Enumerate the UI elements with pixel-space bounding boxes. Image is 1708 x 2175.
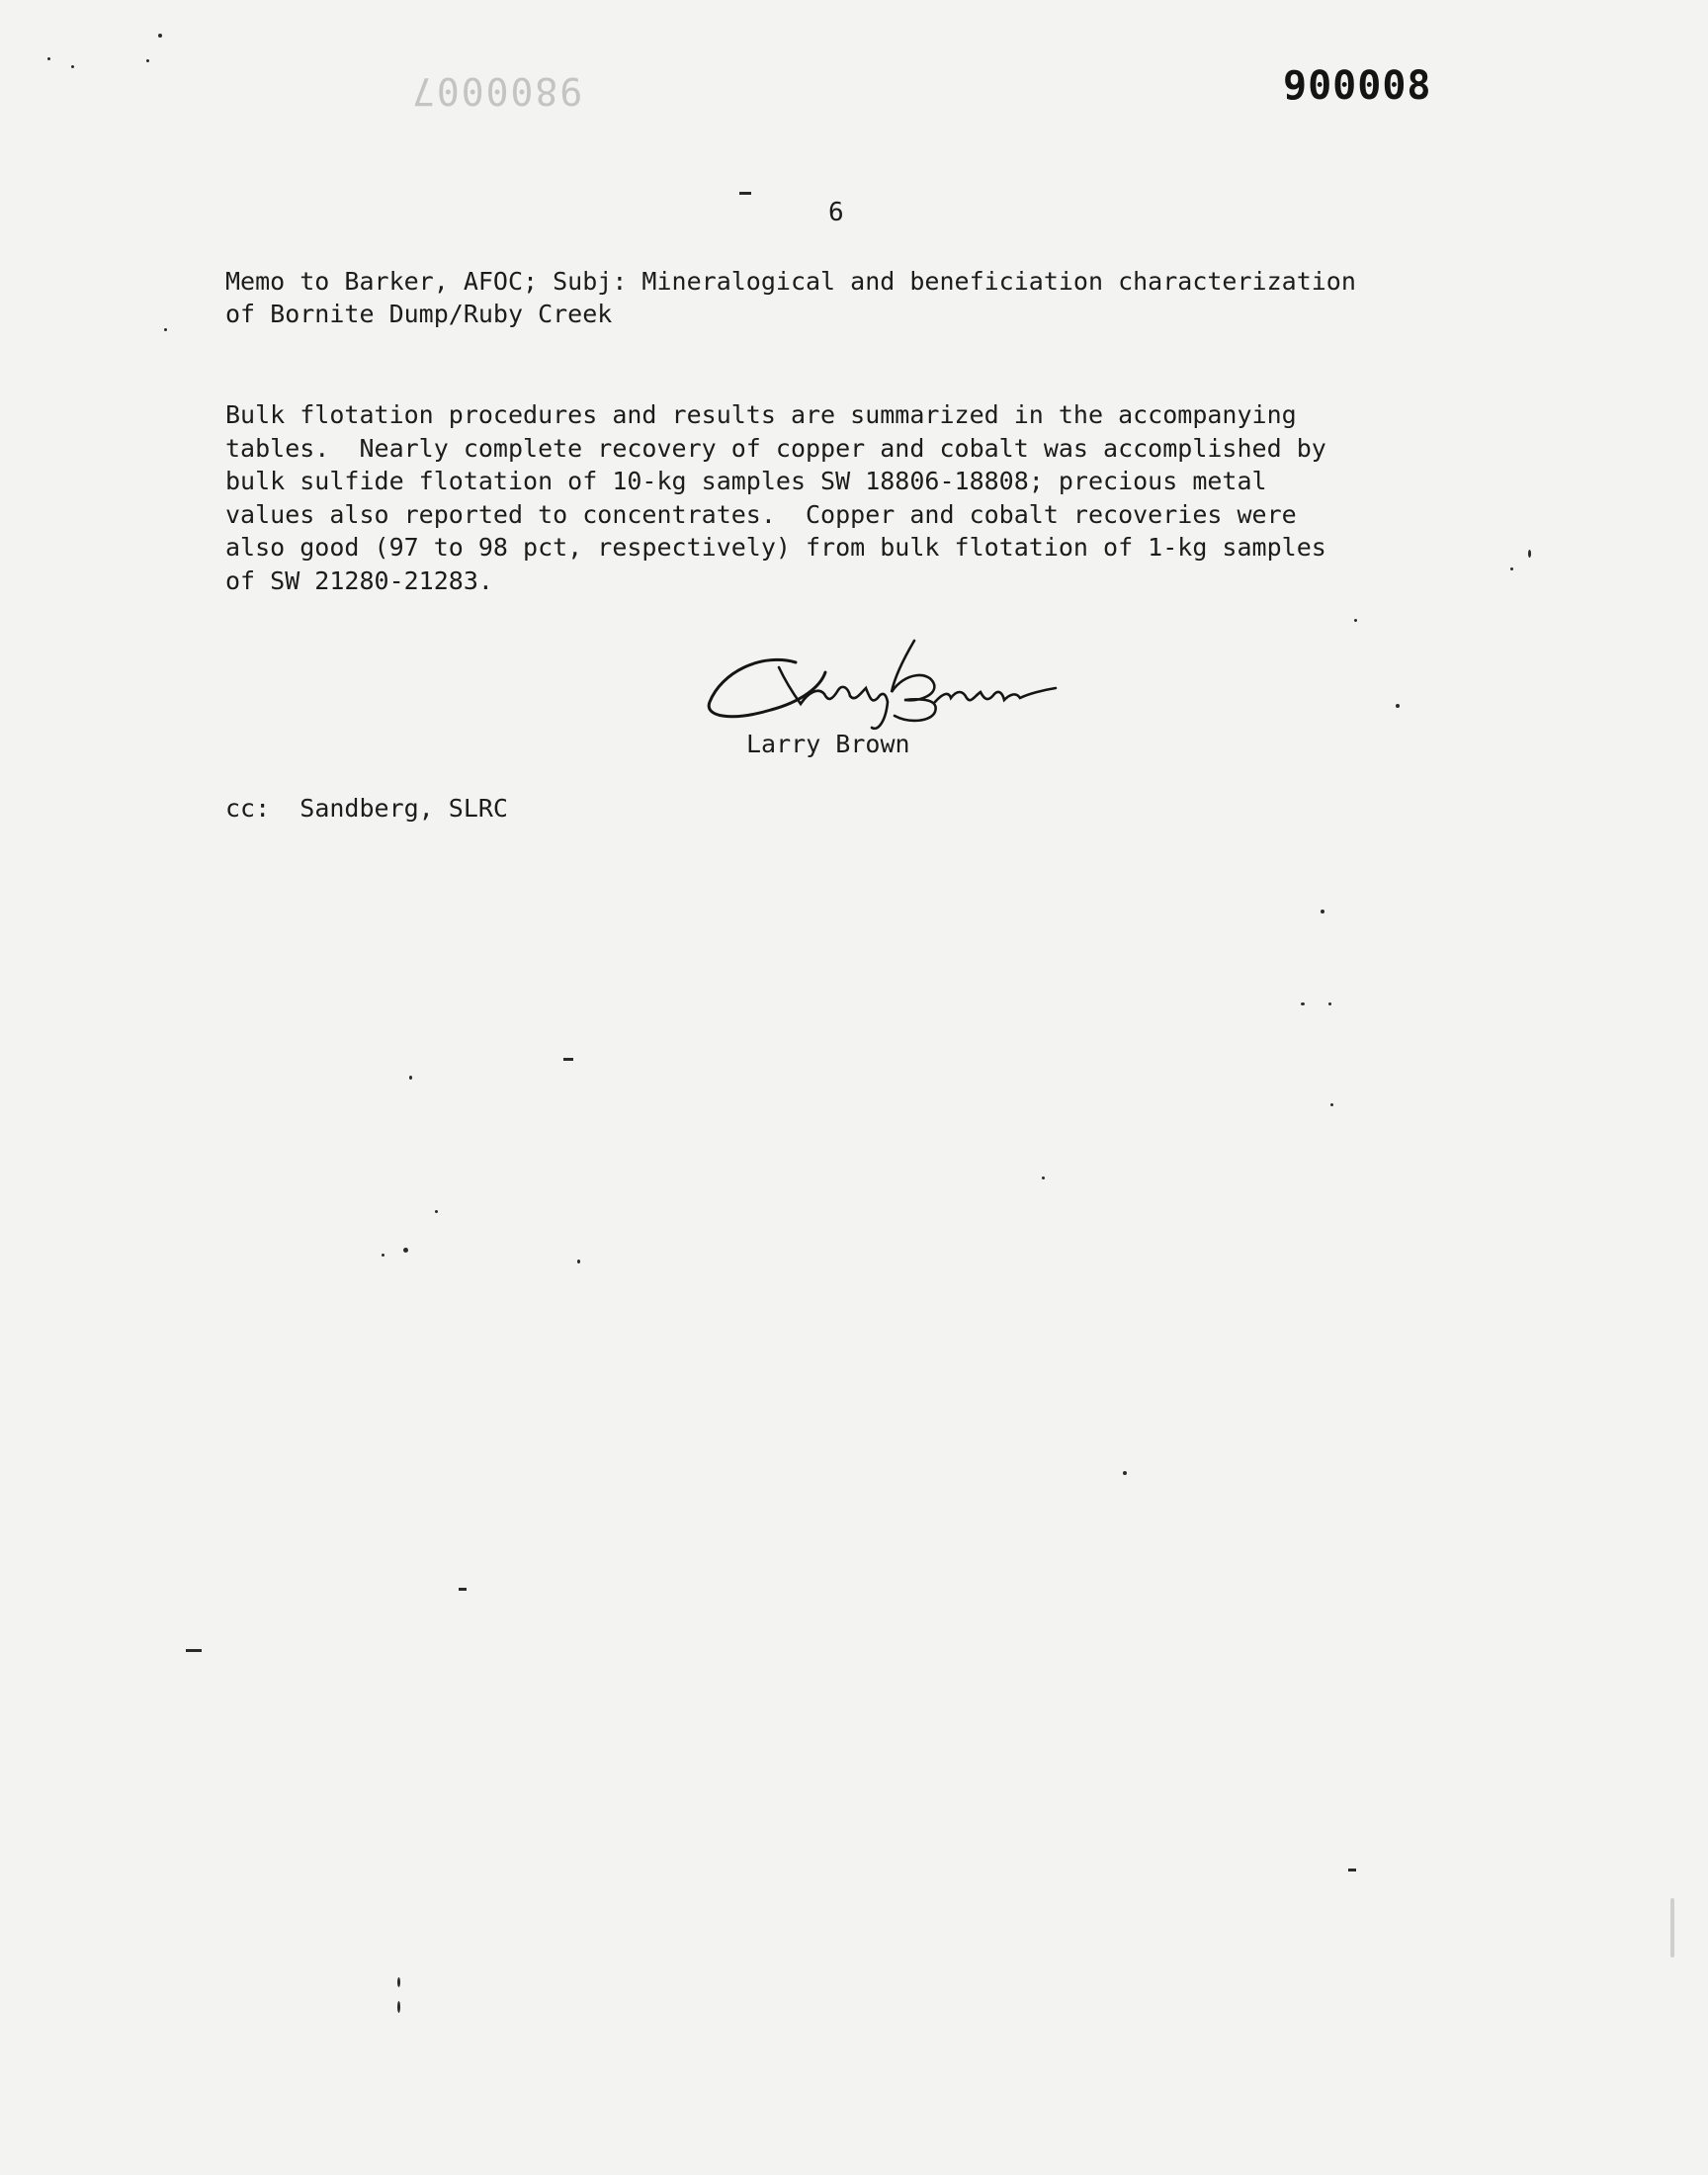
cc-label: cc: (225, 794, 271, 823)
memo-body (225, 398, 1510, 597)
scan-speck (1396, 704, 1400, 708)
scan-speck (1328, 1002, 1331, 1005)
scan-mark (459, 1588, 467, 1591)
handwritten-signature (702, 633, 1068, 741)
scan-speck (158, 34, 162, 38)
scan-speck (164, 328, 167, 331)
scan-speck (1528, 550, 1531, 558)
body-line: also good (97 to 98 pct, respectively) from bulk flotation of 1-kg samples (225, 533, 1326, 562)
scan-mark (563, 1058, 573, 1061)
signer-name: Larry Brown (746, 730, 910, 758)
scan-speck (409, 1076, 412, 1080)
scan-speck (71, 65, 74, 68)
subject-line: of Bornite Dump/Ruby Creek (225, 300, 613, 328)
scan-mark (186, 1649, 202, 1652)
cc-recipient: Sandberg, SLRC (299, 794, 508, 823)
scan-speck (1670, 1898, 1674, 1958)
scan-speck (382, 1254, 384, 1257)
scan-speck (47, 57, 50, 60)
scan-speck (403, 1248, 408, 1253)
scan-speck (1042, 1176, 1045, 1179)
scan-speck (1510, 567, 1513, 570)
scan-speck (397, 2001, 400, 2013)
scan-speck (1321, 910, 1324, 914)
body-line: of SW 21280-21283. (225, 566, 493, 595)
body-line: tables. Nearly complete recovery of copper and cobalt was accomplished by (225, 433, 1326, 463)
body-line: Bulk flotation procedures and results are summarized in the accompanying (225, 400, 1297, 429)
body-line: values also reported to concentrates. Copper and cobalt recoveries were (225, 499, 1297, 529)
memo-subject (225, 265, 1510, 330)
scan-speck (397, 1977, 400, 1987)
page-number: 6 (828, 198, 844, 227)
scan-speck (577, 1260, 580, 1263)
scan-speck (1330, 1103, 1333, 1106)
scan-speck (1123, 1471, 1127, 1475)
cc-line (225, 794, 508, 823)
scan-speck (1301, 1002, 1305, 1005)
scan-speck (1354, 619, 1357, 622)
bates-number: 900008 (1283, 63, 1432, 109)
faded-stamp: 9800007 (410, 69, 583, 113)
scan-speck (146, 59, 149, 62)
scan-speck (435, 1210, 438, 1213)
scan-mark (739, 192, 751, 195)
body-line: bulk sulfide flotation of 10-kg samples SW 18806-18808; precious metal (225, 467, 1267, 495)
scan-mark (1348, 1869, 1356, 1871)
subject-line: Memo to Barker, AFOC; Subj: Mineralogical and beneficiation characterization (225, 267, 1356, 296)
